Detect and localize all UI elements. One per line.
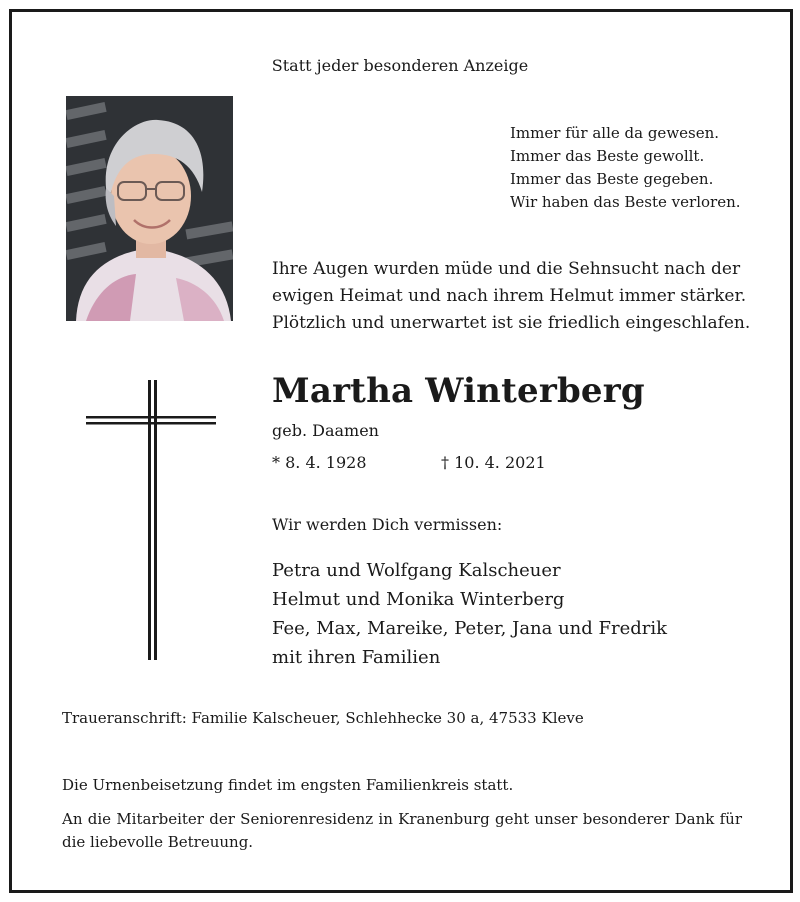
mourner-line: mit ihren Familien xyxy=(272,647,441,668)
thanks-note: An die Mitarbeiter der Seniorenresidenz in Kranenburg geht unser besonderer Dank für die liebevolle Betreuung. xyxy=(62,810,742,851)
portrait-photo xyxy=(66,96,233,321)
poem-line: Immer das Beste gegeben. xyxy=(510,170,714,188)
deceased-name: Martha Winterberg xyxy=(272,371,645,411)
intro-line: Ihre Augen wurden müde und die Sehnsucht nach der xyxy=(272,259,741,279)
notice-header: Statt jeder besonderen Anzeige xyxy=(271,56,529,75)
mourning-address: Traueranschrift: Familie Kalscheuer, Schlehhecke 30 a, 47533 Kleve xyxy=(62,709,584,727)
mourner-line: Helmut und Monika Winterberg xyxy=(272,589,565,610)
burial-note: Die Urnenbeisetzung findet im engsten Familienkreis statt. xyxy=(62,776,514,794)
death-date: † 10. 4. 2021 xyxy=(441,453,546,472)
mourner-line: Petra und Wolfgang Kalscheuer xyxy=(272,560,561,581)
intro-text xyxy=(272,256,750,337)
poem xyxy=(510,122,741,214)
birth-date: * 8. 4. 1928 xyxy=(272,453,367,472)
maiden-name: geb. Daamen xyxy=(272,421,379,440)
mourners-list xyxy=(272,556,667,672)
poem-line: Immer das Beste gewollt. xyxy=(510,147,705,165)
cross-icon xyxy=(82,378,218,664)
poem-line: Immer für alle da gewesen. xyxy=(510,124,720,142)
poem-line: Wir haben das Beste verloren. xyxy=(510,193,741,211)
mourners-heading: Wir werden Dich vermissen: xyxy=(272,515,503,534)
mourner-line: Fee, Max, Mareike, Peter, Jana und Fredrik xyxy=(272,618,668,639)
intro-line: Plötzlich und unerwartet ist sie friedlich eingeschlafen. xyxy=(272,313,751,333)
intro-line: ewigen Heimat und nach ihrem Helmut immer stärker. xyxy=(272,286,747,306)
